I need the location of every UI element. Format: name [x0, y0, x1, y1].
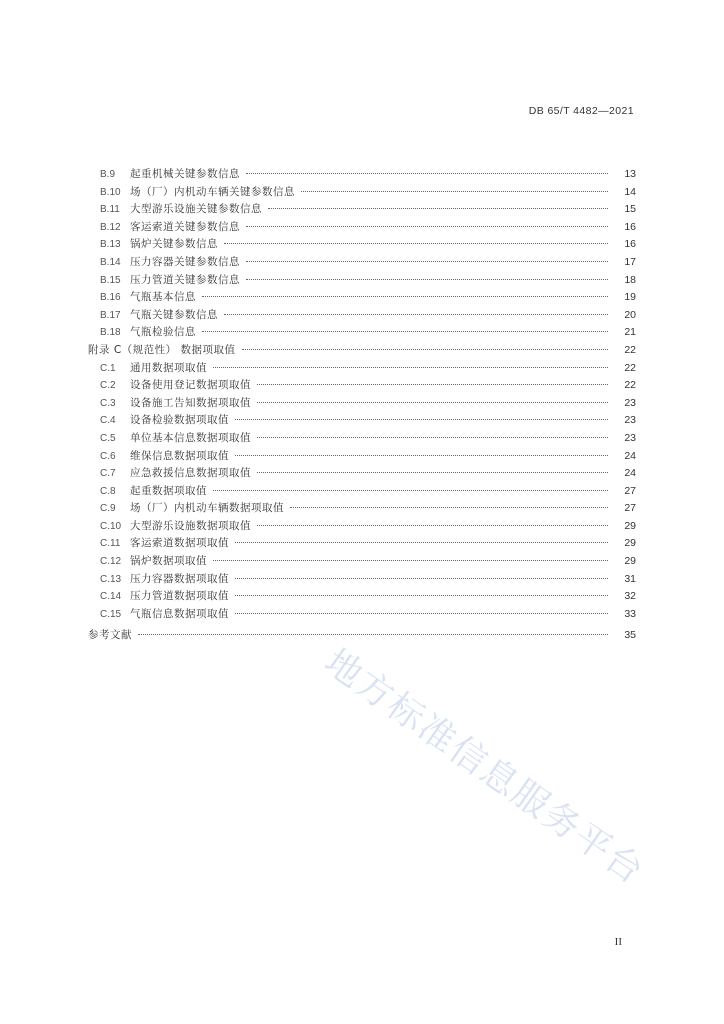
toc-entry-number: B.18 — [100, 327, 121, 339]
dot-leader — [257, 402, 608, 403]
toc-entry-number: C.14 — [100, 591, 122, 603]
toc-entry-number: C.5 — [100, 432, 116, 444]
toc-entry-title: 参考文献 — [88, 629, 132, 642]
toc-entry-title: 压力容器数据项取值 — [130, 572, 229, 585]
watermark-text: 地方标准信息服务平台 — [316, 641, 652, 894]
toc-entry-title: 维保信息数据项取值 — [130, 449, 229, 462]
toc-entry[interactable] — [88, 254, 636, 272]
toc-entry-title: 锅炉关键参数信息 — [130, 238, 218, 251]
toc-entry-number: C.3 — [100, 397, 116, 409]
dot-leader — [235, 578, 608, 579]
dot-leader — [235, 613, 608, 614]
toc-entry-title: 压力管道关键参数信息 — [130, 273, 240, 286]
dot-leader — [268, 208, 608, 209]
toc-entry-page: 29 — [624, 555, 636, 568]
toc-entry-number: C.13 — [100, 573, 122, 585]
toc-entry-page: 22 — [624, 343, 636, 356]
toc-entry-page: 21 — [624, 326, 636, 339]
dot-leader — [224, 314, 608, 315]
toc-entry-title: 场（厂）内机动车辆数据项取值 — [130, 502, 284, 515]
toc-entry-number: C.12 — [100, 556, 122, 568]
toc-entry-title: 应急救援信息数据项取值 — [130, 467, 251, 480]
toc-entry-page: 16 — [624, 220, 636, 233]
toc-entry-page: 16 — [624, 238, 636, 251]
toc-entry[interactable] — [88, 307, 636, 325]
toc-entry[interactable] — [88, 483, 636, 501]
dot-leader — [246, 279, 608, 280]
toc-entry-number: B.17 — [100, 309, 121, 321]
toc-entry-page: 14 — [624, 185, 636, 198]
toc-entry-page: 27 — [624, 484, 636, 497]
standard-code: DB 65/T 4482—2021 — [528, 105, 634, 117]
toc-entry-page: 35 — [624, 629, 636, 642]
dot-leader — [235, 595, 608, 596]
toc-entry[interactable] — [88, 289, 636, 307]
toc-entry[interactable] — [88, 184, 636, 202]
toc-entry[interactable] — [88, 395, 636, 413]
toc-entry[interactable] — [88, 219, 636, 237]
toc-entry-page: 22 — [624, 361, 636, 374]
toc-entry-number: C.15 — [100, 608, 122, 620]
toc-entry-number: C.7 — [100, 468, 116, 480]
dot-leader — [246, 173, 608, 174]
toc-entry-title: 压力容器关键参数信息 — [130, 255, 240, 268]
toc-entry-page: 33 — [624, 607, 636, 620]
toc-entry-page: 32 — [624, 590, 636, 603]
toc-entry-page: 23 — [624, 414, 636, 427]
toc-entry[interactable] — [88, 553, 636, 571]
dot-leader — [290, 507, 608, 508]
toc-entry-page: 24 — [624, 449, 636, 462]
toc-entry-title: 大型游乐设施关键参数信息 — [130, 203, 262, 216]
toc-entry-number: C.8 — [100, 485, 116, 497]
dot-leader — [235, 419, 608, 420]
page-number: II — [614, 936, 622, 948]
toc-entry[interactable] — [88, 500, 636, 518]
toc-entry[interactable] — [88, 377, 636, 395]
dot-leader — [202, 331, 608, 332]
dot-leader — [213, 490, 608, 491]
toc-entry-title: 客运索道数据项取值 — [130, 537, 229, 550]
toc-entry-title: 气瓶关键参数信息 — [130, 308, 218, 321]
dot-leader — [242, 349, 608, 350]
dot-leader — [235, 455, 608, 456]
toc-entry[interactable] — [88, 465, 636, 483]
dot-leader — [301, 191, 608, 192]
toc-entry-title: 客运索道关键参数信息 — [130, 220, 240, 233]
toc-entry-number: C.6 — [100, 450, 116, 462]
toc-entry[interactable] — [88, 201, 636, 219]
toc-entry[interactable] — [88, 588, 636, 606]
toc-entry-number: B.13 — [100, 239, 121, 251]
toc-entry-number: B.16 — [100, 292, 121, 304]
toc-entry-title: 大型游乐设施数据项取值 — [130, 519, 251, 532]
toc-entry-title: 起重数据项取值 — [130, 484, 207, 497]
dot-leader — [235, 542, 608, 543]
toc-entry-page: 29 — [624, 537, 636, 550]
toc-entry-number: B.10 — [100, 186, 121, 198]
toc-entry-number: C.9 — [100, 503, 116, 515]
dot-leader — [224, 243, 608, 244]
toc-entry[interactable] — [88, 166, 636, 184]
dot-leader — [257, 525, 608, 526]
toc-entry-title: 设备使用登记数据项取值 — [130, 379, 251, 392]
toc-entry-page: 18 — [624, 273, 636, 286]
dot-leader — [257, 384, 608, 385]
dot-leader — [138, 634, 608, 635]
toc-entry-title: 场（厂）内机动车辆关键参数信息 — [130, 185, 295, 198]
toc-entry-number: B.9 — [100, 169, 116, 180]
toc-entry-page: 24 — [624, 467, 636, 480]
toc-entry-title: 附录 C（规范性） 数据项取值 — [88, 343, 236, 356]
toc-entry-number: C.10 — [100, 520, 122, 532]
toc-entry[interactable] — [88, 272, 636, 290]
toc-entry-title: 起重机械关键参数信息 — [130, 168, 240, 180]
dot-leader — [246, 226, 608, 227]
toc-entry-number: C.2 — [100, 380, 116, 392]
toc-entry-page: 22 — [624, 379, 636, 392]
toc-entry-page: 23 — [624, 396, 636, 409]
toc-entry[interactable] — [88, 360, 636, 378]
toc-entry-page: 13 — [624, 168, 636, 180]
toc-entry-number: B.15 — [100, 274, 121, 286]
toc-entry-number: C.1 — [100, 362, 116, 374]
toc-entry[interactable] — [88, 627, 636, 645]
toc-entry[interactable] — [88, 430, 636, 448]
toc-entry[interactable] — [88, 571, 636, 589]
toc-entry[interactable] — [88, 236, 636, 254]
toc-entry-page: 19 — [624, 291, 636, 304]
dot-leader — [202, 296, 608, 297]
toc-entry-title: 单位基本信息数据项取值 — [130, 431, 251, 444]
toc-entry-title: 通用数据项取值 — [130, 361, 207, 374]
table-of-contents — [88, 166, 636, 645]
toc-entry[interactable] — [88, 342, 636, 360]
toc-entry-page: 20 — [624, 308, 636, 321]
toc-entry-title: 压力管道数据项取值 — [130, 590, 229, 603]
dot-leader — [257, 437, 608, 438]
dot-leader — [213, 560, 608, 561]
toc-entry-number: B.11 — [100, 204, 120, 216]
toc-entry[interactable] — [88, 412, 636, 430]
toc-entry-page: 29 — [624, 519, 636, 532]
toc-entry[interactable] — [88, 324, 636, 342]
dot-leader — [213, 367, 608, 368]
dot-leader — [257, 472, 608, 473]
toc-entry[interactable] — [88, 535, 636, 553]
toc-entry-number: C.4 — [100, 415, 116, 427]
toc-entry-title: 设备检验数据项取值 — [130, 414, 229, 427]
toc-entry-number: B.14 — [100, 256, 121, 268]
dot-leader — [246, 261, 608, 262]
toc-entry[interactable] — [88, 518, 636, 536]
toc-entry-page: 15 — [624, 203, 636, 216]
toc-entry-page: 31 — [624, 572, 636, 585]
toc-entry-page: 23 — [624, 431, 636, 444]
toc-entry-title: 气瓶信息数据项取值 — [130, 607, 229, 620]
toc-entry-title: 气瓶基本信息 — [130, 291, 196, 304]
toc-entry-title: 锅炉数据项取值 — [130, 555, 207, 568]
toc-entry-title: 气瓶检验信息 — [130, 326, 196, 339]
toc-entry-page: 17 — [624, 255, 636, 268]
toc-entry-page: 27 — [624, 502, 636, 515]
toc-entry[interactable] — [88, 448, 636, 466]
toc-entry[interactable] — [88, 606, 636, 624]
toc-entry-number: C.11 — [100, 538, 121, 550]
toc-entry-number: B.12 — [100, 221, 121, 233]
toc-entry-title: 设备施工告知数据项取值 — [130, 396, 251, 409]
